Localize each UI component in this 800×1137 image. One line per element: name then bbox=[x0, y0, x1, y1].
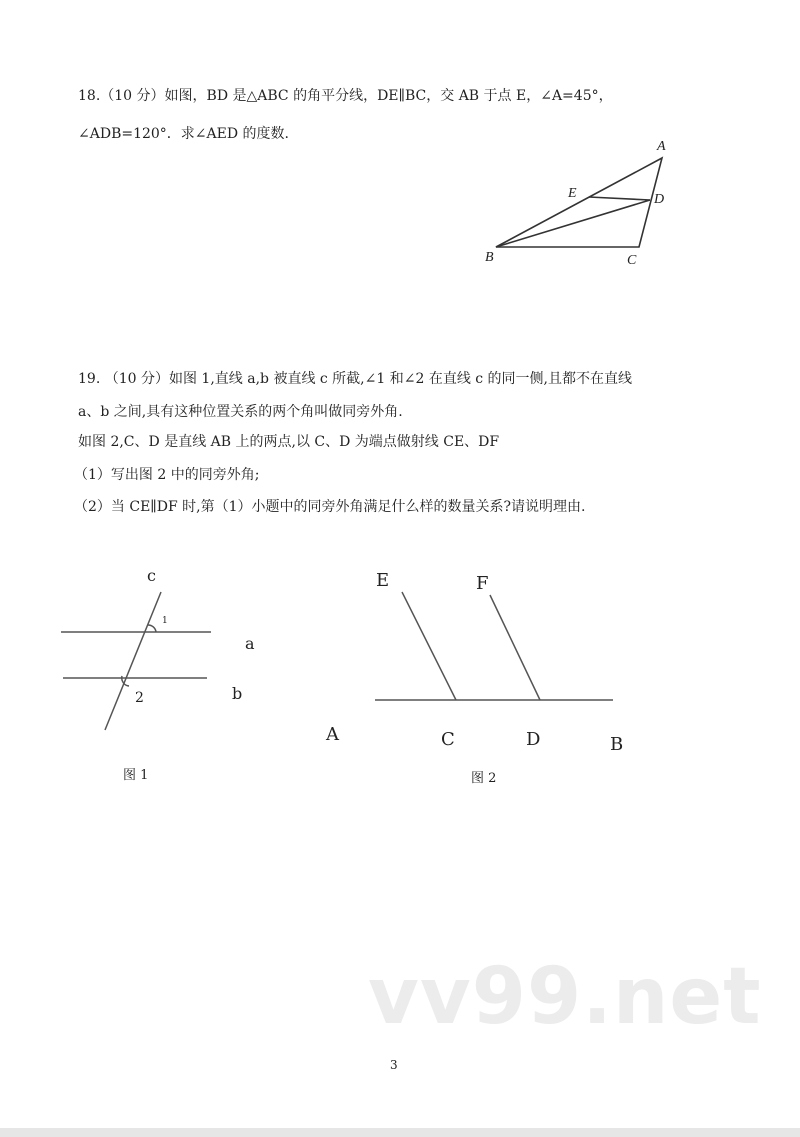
q19-text-line5: （2）当 CE∥DF 时,第（1）小题中的同旁外角满足什么样的数量关系?请说明理由. bbox=[74, 499, 586, 515]
label-c-vertex: C bbox=[627, 253, 637, 268]
fig2-label-d: D bbox=[526, 729, 541, 750]
line-c bbox=[105, 592, 161, 730]
q18-triangle-figure bbox=[496, 158, 665, 247]
fig1-label-b: b bbox=[232, 684, 243, 703]
fig1-angle2-label: 2 bbox=[135, 690, 144, 706]
ray-ce bbox=[402, 592, 456, 700]
fig1-caption: 图 1 bbox=[123, 768, 149, 783]
fig2-label-b: B bbox=[610, 734, 624, 755]
fig1-label-c: c bbox=[147, 566, 156, 585]
label-b-vertex: B bbox=[485, 250, 494, 265]
q19-text-line4: （1）写出图 2 中的同旁外角; bbox=[74, 467, 260, 483]
fig1-label-a: a bbox=[245, 634, 255, 653]
fig1-angle1-label: 1 bbox=[162, 616, 168, 626]
fig2-label-a: A bbox=[326, 724, 339, 745]
q19-text-line1: 19. （10 分）如图 1,直线 a,b 被直线 c 所截,∠1 和∠2 在直线 c 的同一侧,且都不在直线 bbox=[78, 371, 633, 387]
q19-text-line2: a、b 之间,具有这种位置关系的两个角叫做同旁外角. bbox=[78, 404, 403, 420]
ray-df bbox=[490, 595, 540, 700]
fig2-label-e: E bbox=[376, 570, 390, 591]
label-a-vertex: A bbox=[657, 139, 666, 154]
fig2-lines bbox=[375, 592, 613, 700]
label-e-vertex: E bbox=[568, 186, 577, 201]
q18-text-line1: 18.（10 分）如图，BD 是△ABC 的角平分线，DE∥BC，交 AB 于点 E，∠A=45°， bbox=[78, 88, 613, 104]
segment-de bbox=[589, 197, 650, 200]
triangle-abc bbox=[496, 158, 665, 247]
q19-text-line3: 如图 2,C、D 是直线 AB 上的两点,以 C、D 为端点做射线 CE、DF bbox=[78, 434, 500, 450]
fig2-label-c: C bbox=[441, 729, 455, 750]
fig2-caption: 图 2 bbox=[471, 771, 497, 786]
q18-text-line2: ∠ADB=120°．求∠AED 的度数. bbox=[78, 126, 289, 142]
page-number: 3 bbox=[390, 1058, 398, 1072]
angle1-arc bbox=[148, 625, 156, 632]
segment-bd bbox=[496, 200, 650, 247]
label-d-vertex: D bbox=[654, 192, 665, 207]
fig2-label-f: F bbox=[476, 573, 489, 594]
fig1-lines bbox=[61, 592, 211, 730]
watermark: vv99.net bbox=[368, 952, 762, 1042]
page-bottom-edge bbox=[0, 1128, 800, 1137]
